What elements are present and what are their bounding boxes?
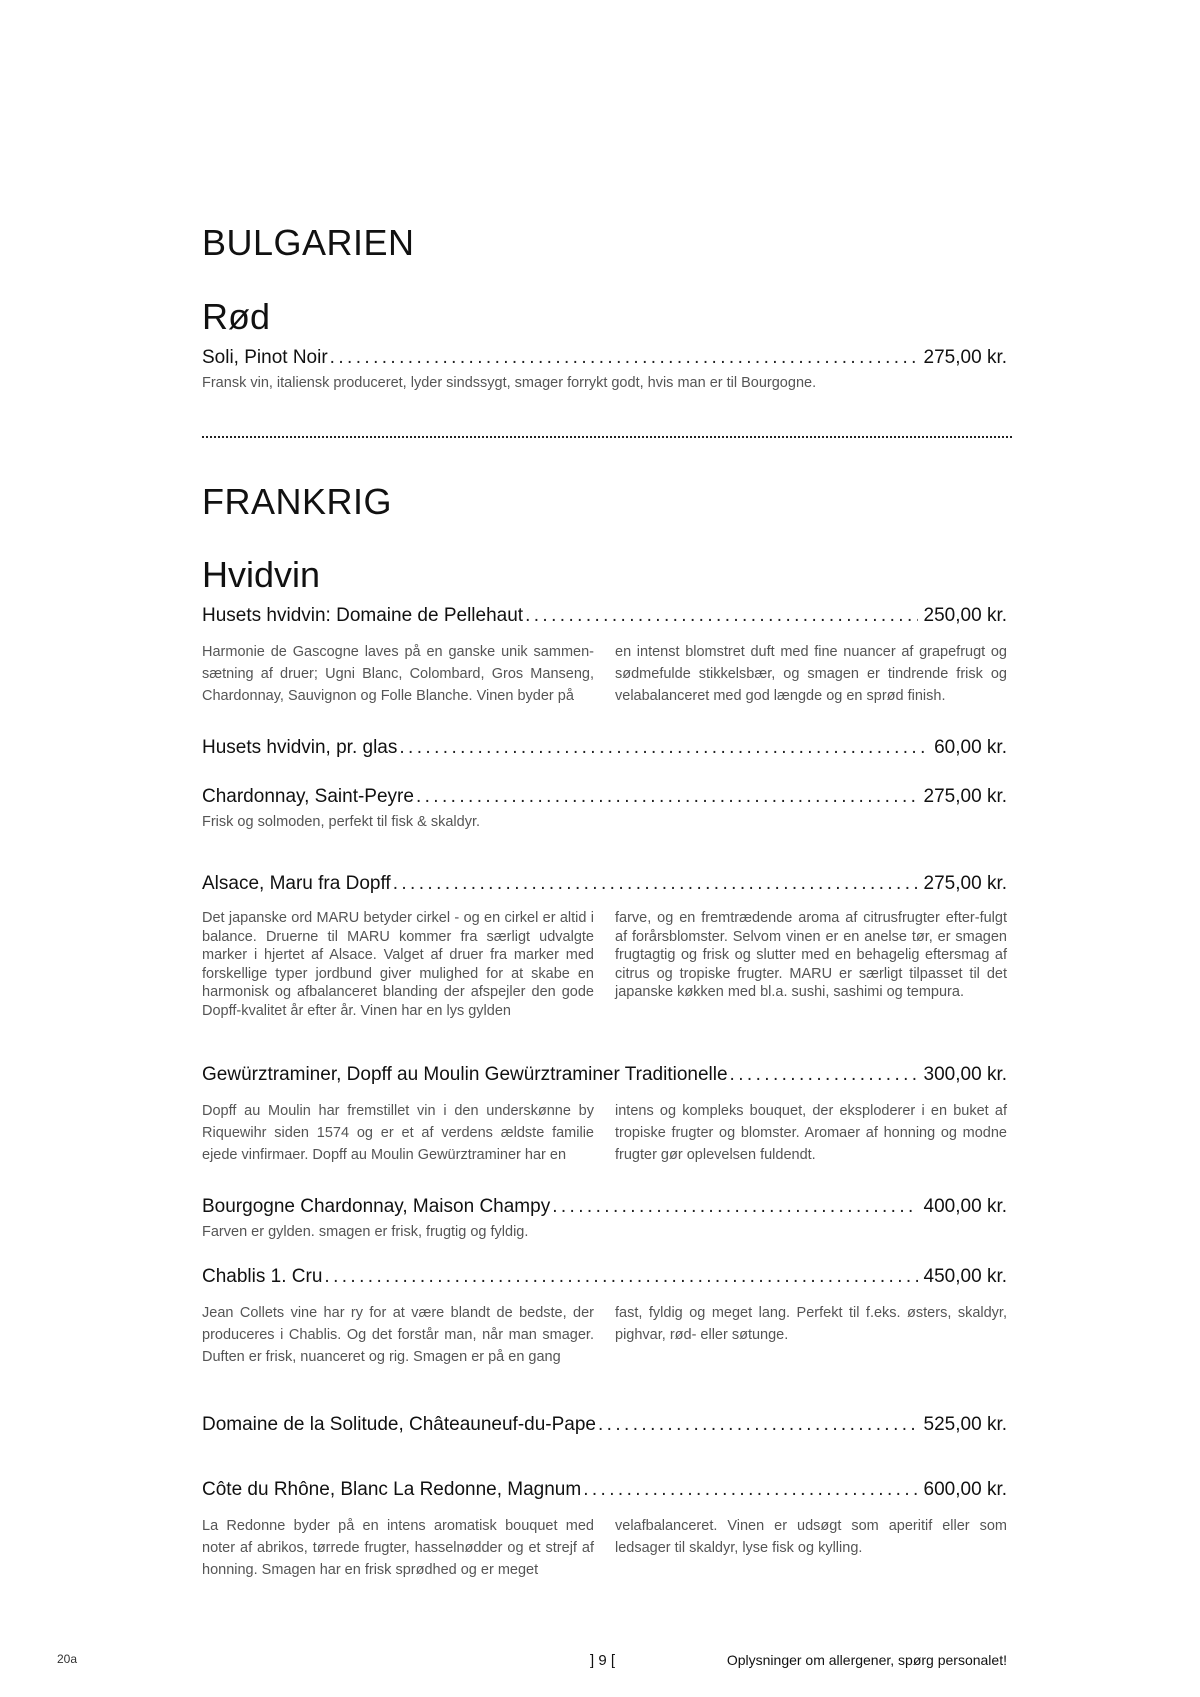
wine-name: Côte du Rhône, Blanc La Redonne, Magnum [202,1479,582,1500]
wine-name: Chablis 1. Cru [202,1266,323,1287]
wine-name: Husets hvidvin: Domaine de Pellehaut [202,605,524,626]
wine-description-col2: en intenst blomstret duft med fine nuancer af grapefrugt og sødmefulde stikkelsbær, og smagen er tindrende frisk og velabalanceret med god længde og en sprød finish. [615,644,1007,704]
wine-item-pellehaut [202,605,1007,707]
wine-price: 400,00 kr. [923,1196,1007,1217]
leader-dots [583,1479,917,1501]
wine-name: Alsace, Maru fra Dopff [202,873,391,894]
wine-price: 60,00 kr. [934,737,1007,758]
leader-dots [598,1414,918,1436]
wine-description: Fransk vin, italiensk produceret, lyder sindssygt, smager forrykt godt, hvis man er til Bourgogne. [202,375,817,391]
wine-item-gewurztraminer [202,1064,1007,1166]
leader-dots [552,1196,917,1218]
wine-description-col1: Jean Collets vine har ry for at være blandt de bedste, der produceres i Chablis. Og det forstår man, når man smager. Duften er frisk, nuanceret og rig. Smagen er på en gang [202,1305,594,1365]
wine-name: Bourgogne Chardonnay, Maison Champy [202,1196,551,1217]
leader-dots [399,737,928,759]
wine-description-col1: Det japanske ord MARU betyder cirkel - og en cirkel er altid i balance. Druerne til MARU kommer fra særligt udvalgte marker i hjertet af Alsace. Valget af druer fra marker med forskellige typer jordbund giver mulighed for at skabe en harmonisk og afbalanceret blanding der afspejler den gode Dopff-kvalitet år efter år. Vinen har en lys gylden [202,910,594,1019]
wine-description-col1: Dopff au Moulin har fremstillet vin i den underskønne by Riquewihr siden 1574 og er et af verdens ældste familie ejede vinfirmaer. Dopff au Moulin Gewürztraminer har en [202,1103,594,1163]
subsection-title-hvidvin: Hvidvin [202,554,321,595]
leader-dots [393,873,918,895]
wine-item-chablis [202,1266,1007,1368]
wine-description: Farven er gylden. smagen er frisk, frugtig og fyldig. [202,1224,529,1240]
wine-description-col2: velafbalanceret. Vinen er udsøgt som aperitif eller som ledsager til skaldyr, lyse fisk og kylling. [615,1518,1007,1556]
wine-description-col1: Harmonie de Gascogne laves på en ganske unik sammen-sætning af druer; Ugni Blanc, Colombard, Gros Manseng, Chardonnay, Sauvignon og Folle Blanche. Vinen byder på [202,644,594,704]
leader-dots [330,347,918,369]
leader-dots [324,1266,917,1288]
wine-item-chardonnay [202,786,1007,833]
wine-item-solitude [202,1414,1007,1436]
leader-dots [525,605,917,627]
wine-price: 525,00 kr. [923,1414,1007,1435]
wine-price: 275,00 kr. [923,347,1007,368]
wine-name: Soli, Pinot Noir [202,347,328,368]
subsection-title-rod: Rød [202,296,271,337]
section-title-frankrig: FRANKRIG [202,481,393,522]
wine-description-col1: La Redonne byder på en intens aromatisk bouquet med noter af abrikos, tørrede frugter, hasselnødder og et strejf af honning. Smagen har en frisk sprødhed og er meget [202,1518,594,1578]
section-title-bulgarien: BULGARIEN [202,222,415,263]
wine-name: Chardonnay, Saint-Peyre [202,786,414,807]
wine-price: 450,00 kr. [923,1266,1007,1287]
wine-price: 275,00 kr. [923,873,1007,894]
wine-item-maru [202,873,1007,1020]
wine-name: Husets hvidvin, pr. glas [202,737,398,758]
wine-description-col2: intens og kompleks bouquet, der eksploderer i en buket af tropiske frugter og blomster. Aromaer af honning og modne frugter gør oplevelsen fuldendt. [615,1103,1007,1163]
wine-description: Frisk og solmoden, perfekt til fisk & skaldyr. [202,814,481,830]
footer-code: 20a [57,1652,78,1666]
wine-description-col2: farve, og en fremtrædende aroma af citrusfrugter efter-fulgt af forårsblomster. Selvom vinen er en anelse tør, er smagen frugtagtig og frisk og slutter med en behagelig eftersmag af citrus og tropiske frugter. MARU er særligt tilpasset til det japanske køkken med bl.a. sushi, sashimi og tempura. [615,910,1007,1000]
leader-dots [416,786,918,808]
wine-price: 600,00 kr. [923,1479,1007,1500]
wine-item-glas [202,737,1007,759]
wine-name: Domaine de la Solitude, Châteauneuf-du-Pape [202,1414,596,1435]
page-number: ] 9 [ [590,1652,616,1669]
section-divider [202,436,1012,438]
wine-item-soli [202,347,1007,394]
wine-price: 275,00 kr. [923,786,1007,807]
wine-name: Gewürztraminer, Dopff au Moulin Gewürztraminer Traditionelle [202,1064,728,1085]
wine-item-champy [202,1196,1007,1243]
wine-description-col2: fast, fyldig og meget lang. Perfekt til f.eks. østers, skaldyr, pighvar, rød- eller søtunge. [615,1305,1007,1343]
wine-price: 300,00 kr. [923,1064,1007,1085]
leader-dots [730,1064,918,1086]
allergen-note: Oplysninger om allergener, spørg personalet! [726,1652,1007,1668]
wine-price: 250,00 kr. [923,605,1007,626]
wine-item-redonne [202,1479,1007,1581]
